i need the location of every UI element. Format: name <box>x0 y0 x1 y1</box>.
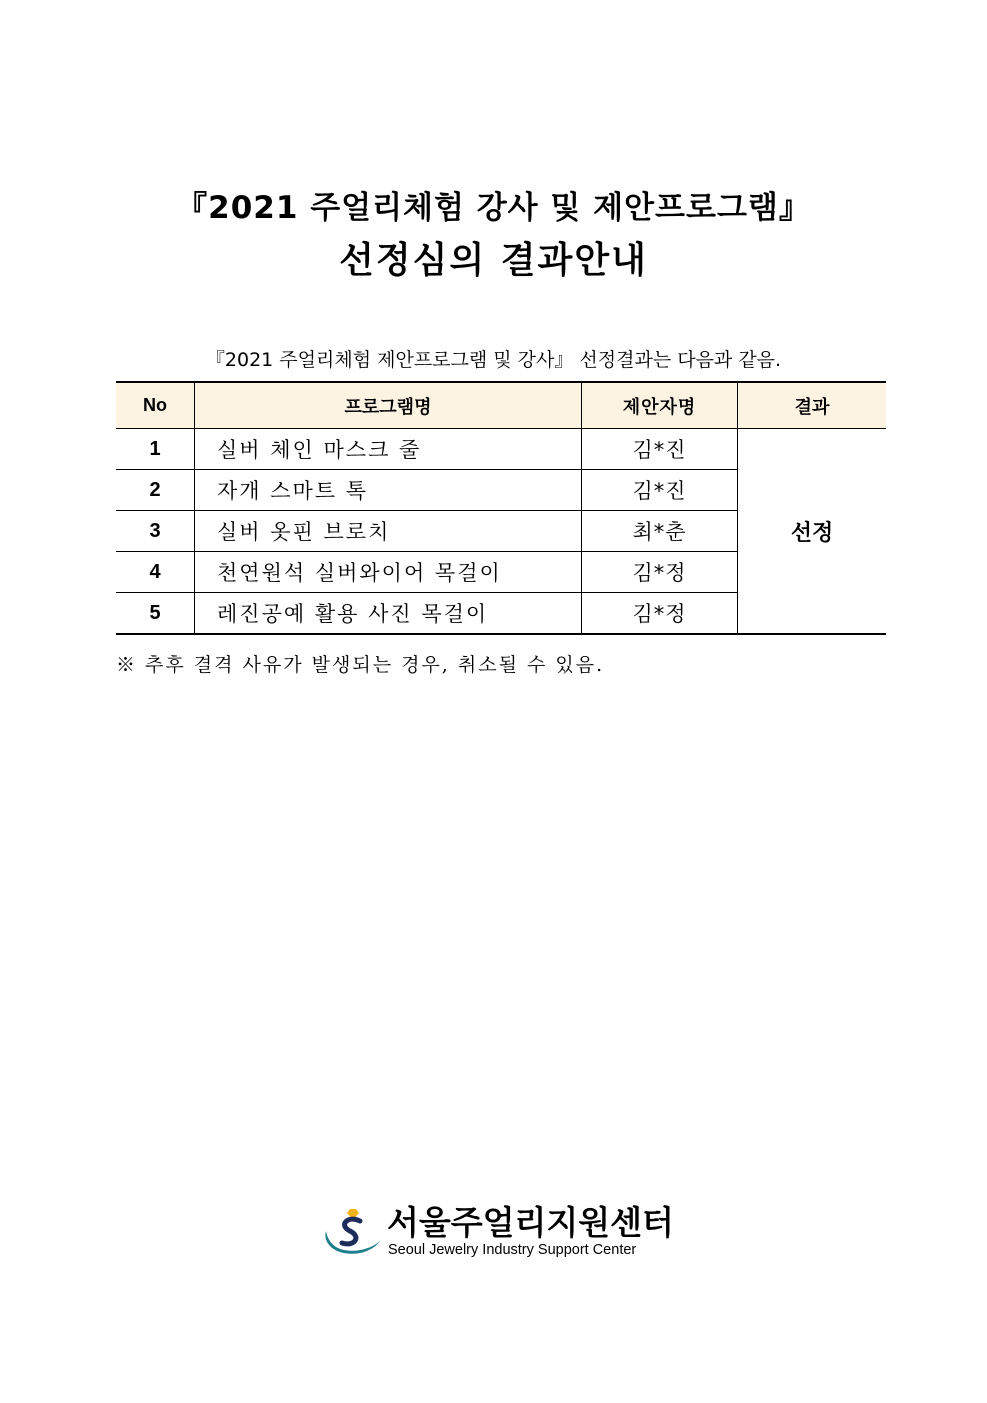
header-program: 프로그램명 <box>195 382 582 429</box>
document-subtitle: 선정심의 결과안내 <box>339 240 648 281</box>
row-proposer: 김*정 <box>582 552 738 593</box>
row-no: 5 <box>116 593 195 635</box>
header-result: 결과 <box>738 382 887 429</box>
row-no: 1 <box>116 429 195 470</box>
header-no: No <box>116 382 195 429</box>
row-program: 실버 체인 마스크 줄 <box>195 429 582 470</box>
result-selected: 선정 <box>738 429 887 635</box>
row-no: 4 <box>116 552 195 593</box>
logo-name-korean: 서울주얼리지원센터 <box>387 1203 674 1242</box>
row-proposer: 김*진 <box>582 429 738 470</box>
row-no: 3 <box>116 511 195 552</box>
row-proposer: 김*진 <box>582 470 738 511</box>
row-program: 천연원석 실버와이어 목걸이 <box>195 552 582 593</box>
row-proposer: 최*춘 <box>582 511 738 552</box>
footnote: ※ 추후 결격 사유가 발생되는 경우, 취소될 수 있음. <box>116 654 605 676</box>
organization-logo <box>320 1195 680 1265</box>
row-program: 자개 스마트 톡 <box>195 470 582 511</box>
document-title: 『2021 주얼리체험 강사 및 제안프로그램』 <box>176 190 811 226</box>
row-program: 실버 옷핀 브로치 <box>195 511 582 552</box>
table-row <box>116 429 886 470</box>
intro-text: 『2021 주얼리체험 제안프로그램 및 강사』 선정결과는 다음과 같음. <box>205 349 782 371</box>
row-no: 2 <box>116 470 195 511</box>
header-proposer: 제안자명 <box>582 382 738 429</box>
row-proposer: 김*정 <box>582 593 738 635</box>
table-header-row <box>116 382 886 429</box>
logo-mark-icon <box>320 1201 382 1261</box>
row-program: 레진공예 활용 사진 목걸이 <box>195 593 582 635</box>
result-table <box>116 381 886 635</box>
logo-name-english: Seoul Jewelry Industry Support Center <box>388 1242 637 1258</box>
